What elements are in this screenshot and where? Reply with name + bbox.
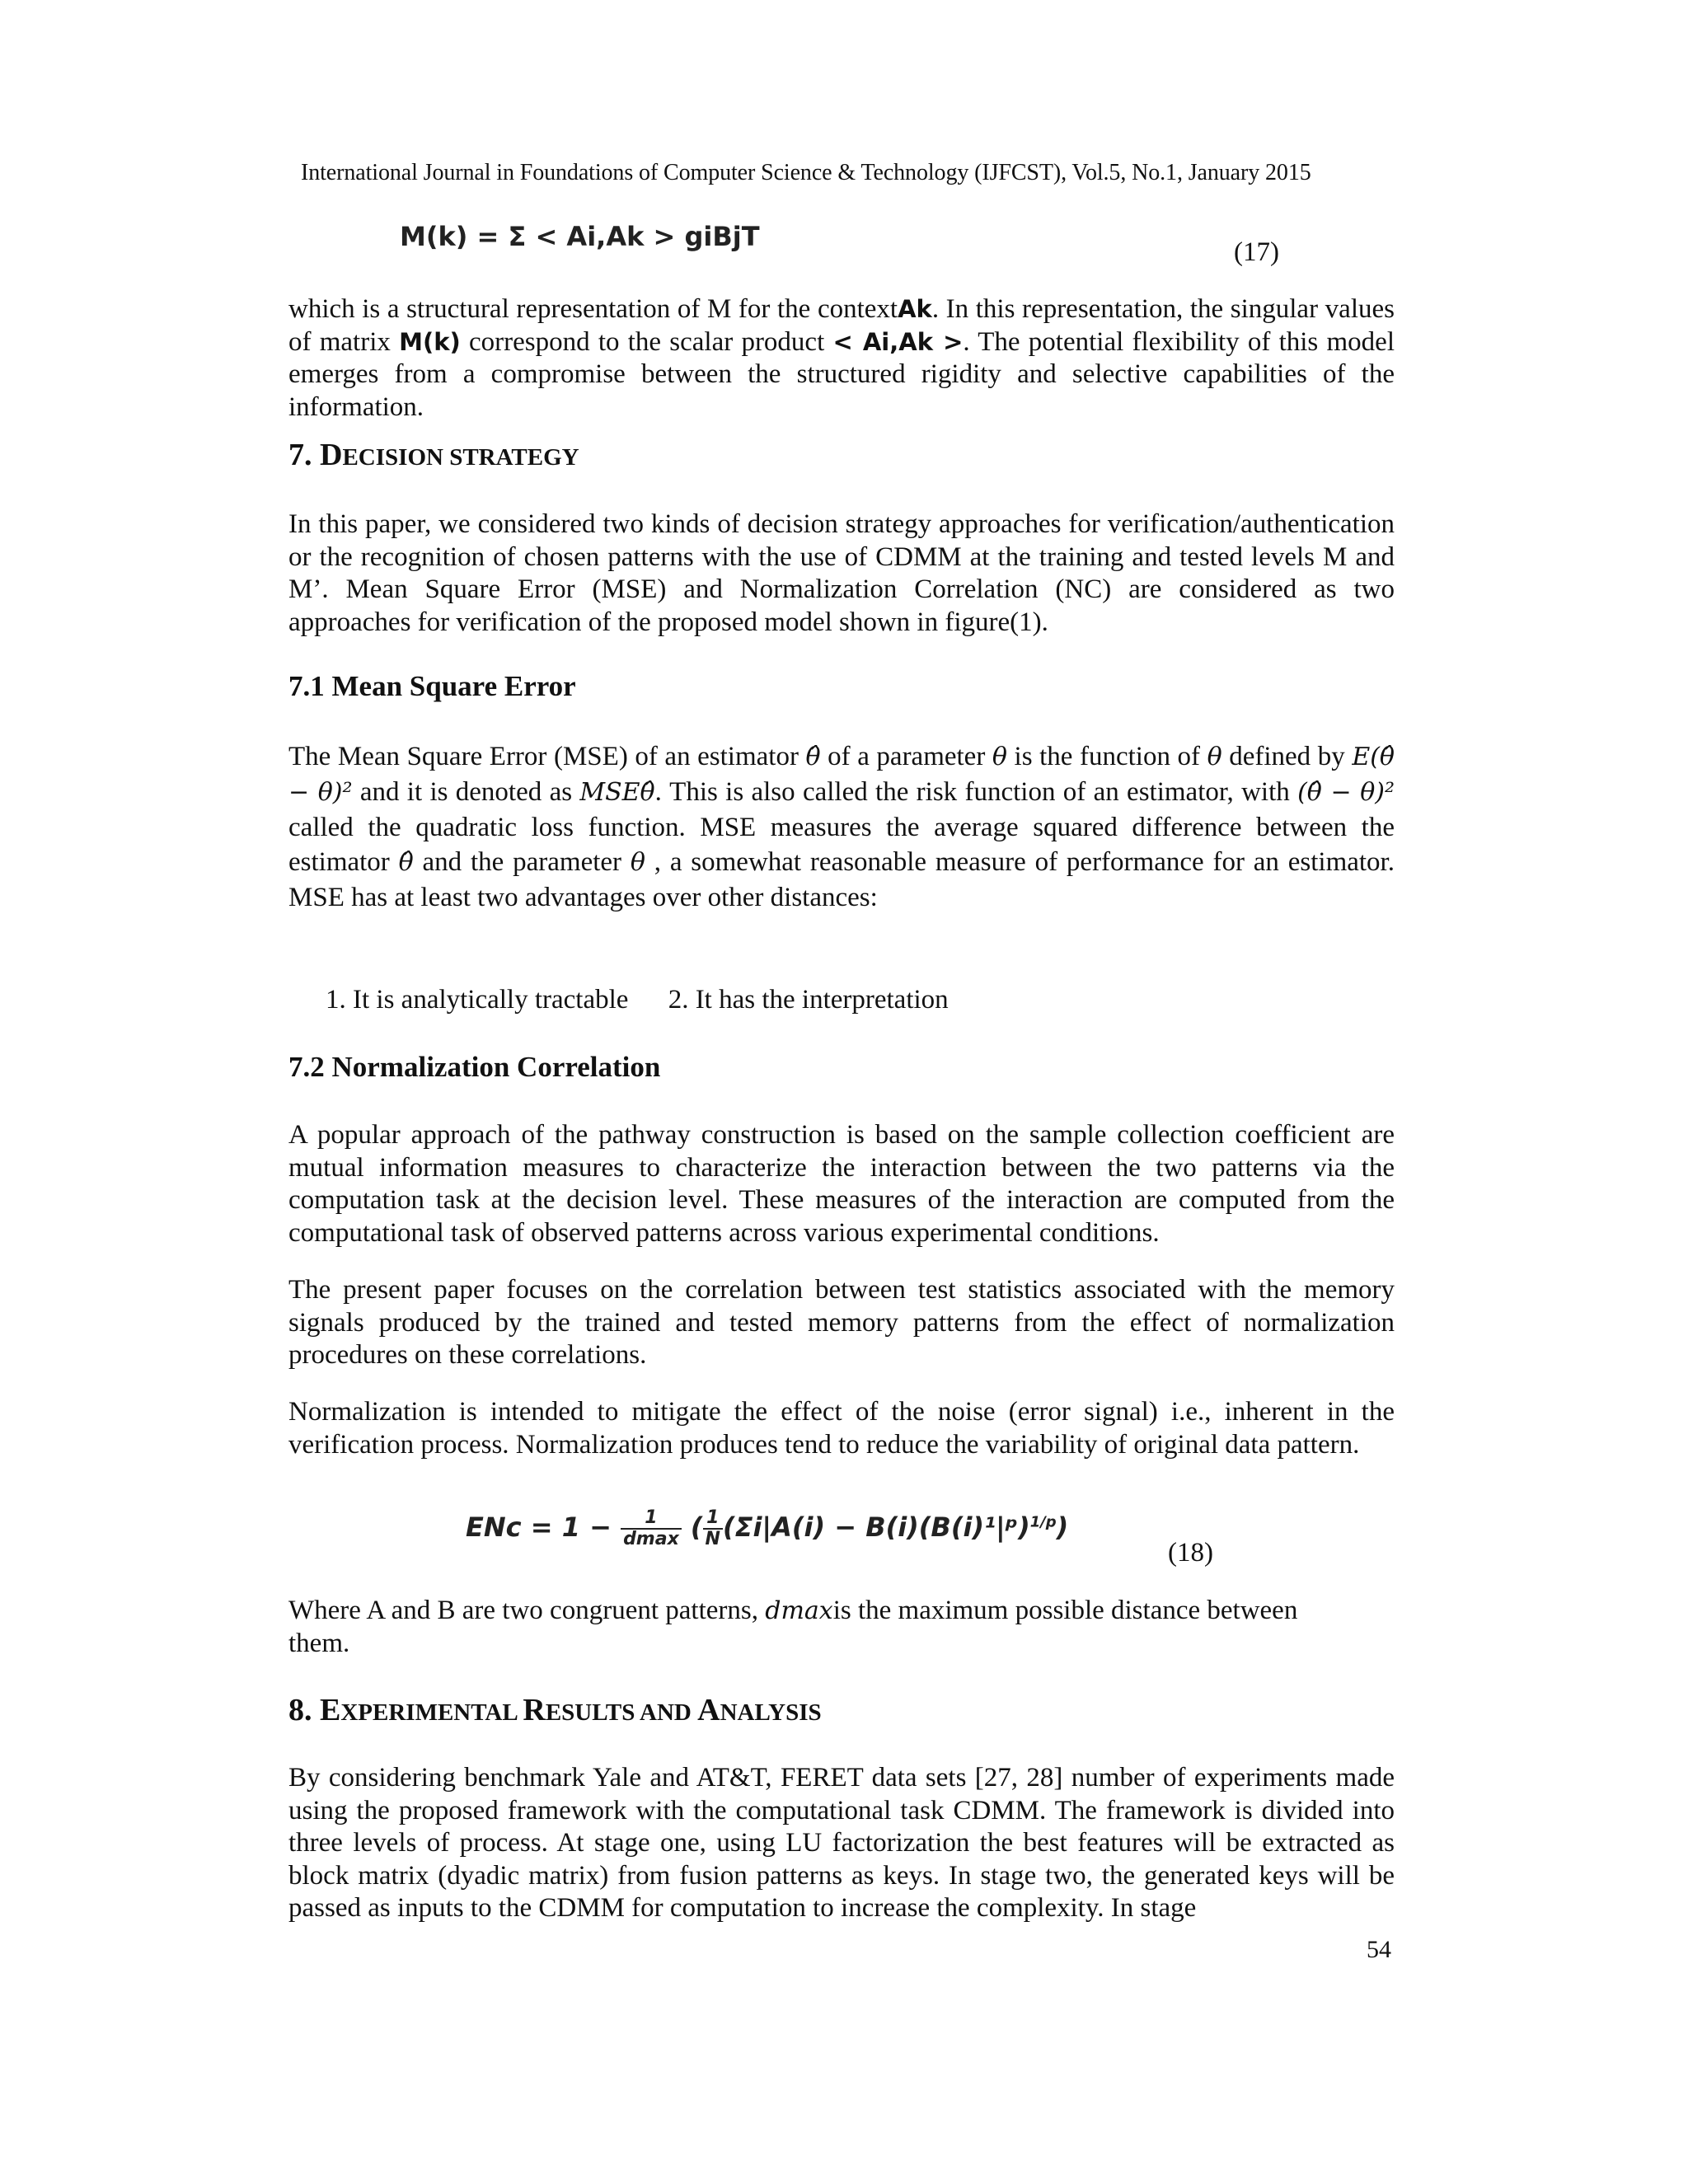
paragraph-mean-square-error: The Mean Square Error (MSE) of an estimator θ̂ of a parameter θ is the function of θ defined by E(θ̂ − θ)² and it is denoted as MSEθ̂. This is also called the risk function of an estimator, with (θ̂ − θ)² called the quadratic loss function. MSE measures the average squared difference between the estimator θ̂ and the parameter θ , a somewhat reasonable measure of performance for an estimator. MSE has at least two advantages over other distances: <box>288 742 1395 912</box>
equation-17-formula: M(k) = Σ < Ai,Ak > giBjT <box>400 221 760 252</box>
paragraph-correlation-focus: The present paper focuses on the correlation between test statistics associated with the memory signals produced by the trained and tested memory patterns from the effect of normalization procedures on these correlations. <box>288 1275 1395 1370</box>
paragraph-pathway-construction: A popular approach of the pathway construction is based on the sample collection coefficient are mutual information measures to characterize the interaction between the two patterns via the computation task at the decision level. These measures of the interaction are computed from the computational task of observed patterns across various experimental conditions. <box>288 1120 1395 1248</box>
math-theta-hat: θ̂ <box>398 848 414 877</box>
paragraph-decision-strategy: In this paper, we considered two kinds of decision strategy approaches for verification/authentication or the recognition of chosen patterns with the use of CDMM at the training and tested levels M and M’. Mean Square Error (MSE) and Normalization Correlation (NC) are considered as two approaches for verification of the proposed model shown in figure(1). <box>288 509 1395 637</box>
math-theta: θ <box>1207 743 1222 771</box>
paragraph-congruent-patterns: Where A and B are two congruent patterns, dmaxis the maximum possible distance between them. <box>288 1596 1298 1658</box>
math-dmax: dmax <box>765 1596 833 1625</box>
list-item: 1. It is analytically tractable <box>326 985 629 1015</box>
running-header: International Journal in Foundations of Computer Science & Technology (IJFCST), Vol.5, No.1, January 2015 <box>301 160 1311 185</box>
equation-17 <box>400 221 760 252</box>
math-theta: θ <box>992 743 1007 771</box>
math-expectation: E(θ̂ − θ)² <box>288 743 1395 807</box>
equation-17-number: (17) <box>1234 237 1279 267</box>
paragraph-experimental-results: By considering benchmark Yale and AT&T, FERET data sets [27, 28] number of experiments made using the proposed framework with the computational task CDMM. The framework is divided into three levels of process. At stage one, using LU factorization the best features will be extracted as block matrix (dyadic matrix) from fusion patterns as keys. In stage two, the generated keys will be passed as inputs to the CDMM for computation to increase the complexity. In stage <box>288 1763 1395 1923</box>
math-quadratic-loss: (θ̂ − θ)² <box>1297 778 1395 807</box>
math-ak: Ak <box>898 295 932 323</box>
math-mse: MSEθ̂ <box>579 778 655 807</box>
math-theta: θ <box>630 848 645 877</box>
equation-18: ENc = 1 − $\frac{1}{dmax}$ ( $\frac{1}{N}$ (Σi|A(i) − B(i)(B(i)¹|ᵖ)$^{1/p}$) <box>466 1507 1069 1549</box>
section-7-1-heading: 7.1 Mean Square Error <box>288 670 576 702</box>
section-7-heading: 7. DECISION STRATEGY <box>288 438 579 472</box>
section-7-2-heading: 7.2 Normalization Correlation <box>288 1051 661 1083</box>
section-8-heading: 8. EXPERIMENTAL RESULTS AND ANALYSIS <box>288 1693 822 1727</box>
equation-18-number: (18) <box>1168 1538 1213 1568</box>
page-number: 54 <box>1367 1936 1391 1963</box>
fraction-1-over-n: $\frac{1}{N}$ <box>703 1508 723 1549</box>
paragraph-normalization: Normalization is intended to mitigate the effect of the noise (error signal) i.e., inherent in the verification process. Normalization produces tend to reduce the variability of original data pattern. <box>288 1397 1395 1460</box>
list-item: 2. It has the interpretation <box>668 985 949 1015</box>
advantages-list <box>326 985 949 1015</box>
paragraph-context-representation: which is a structural representation of M for the contextAk. In this representation, the singular values of matrix M(k) correspond to the scalar product < Ai,Ak >. The potential flexibility of this model emerges from a compromise between the structured rigidity and selective capabilities of the information. <box>288 294 1395 422</box>
fraction-1-over-dmax: $\frac{1}{dmax}$ <box>621 1508 682 1549</box>
math-theta-hat: θ̂ <box>805 743 821 771</box>
math-scalar-product: < Ai,Ak > <box>832 327 964 356</box>
math-mk: M(k) <box>399 327 461 356</box>
